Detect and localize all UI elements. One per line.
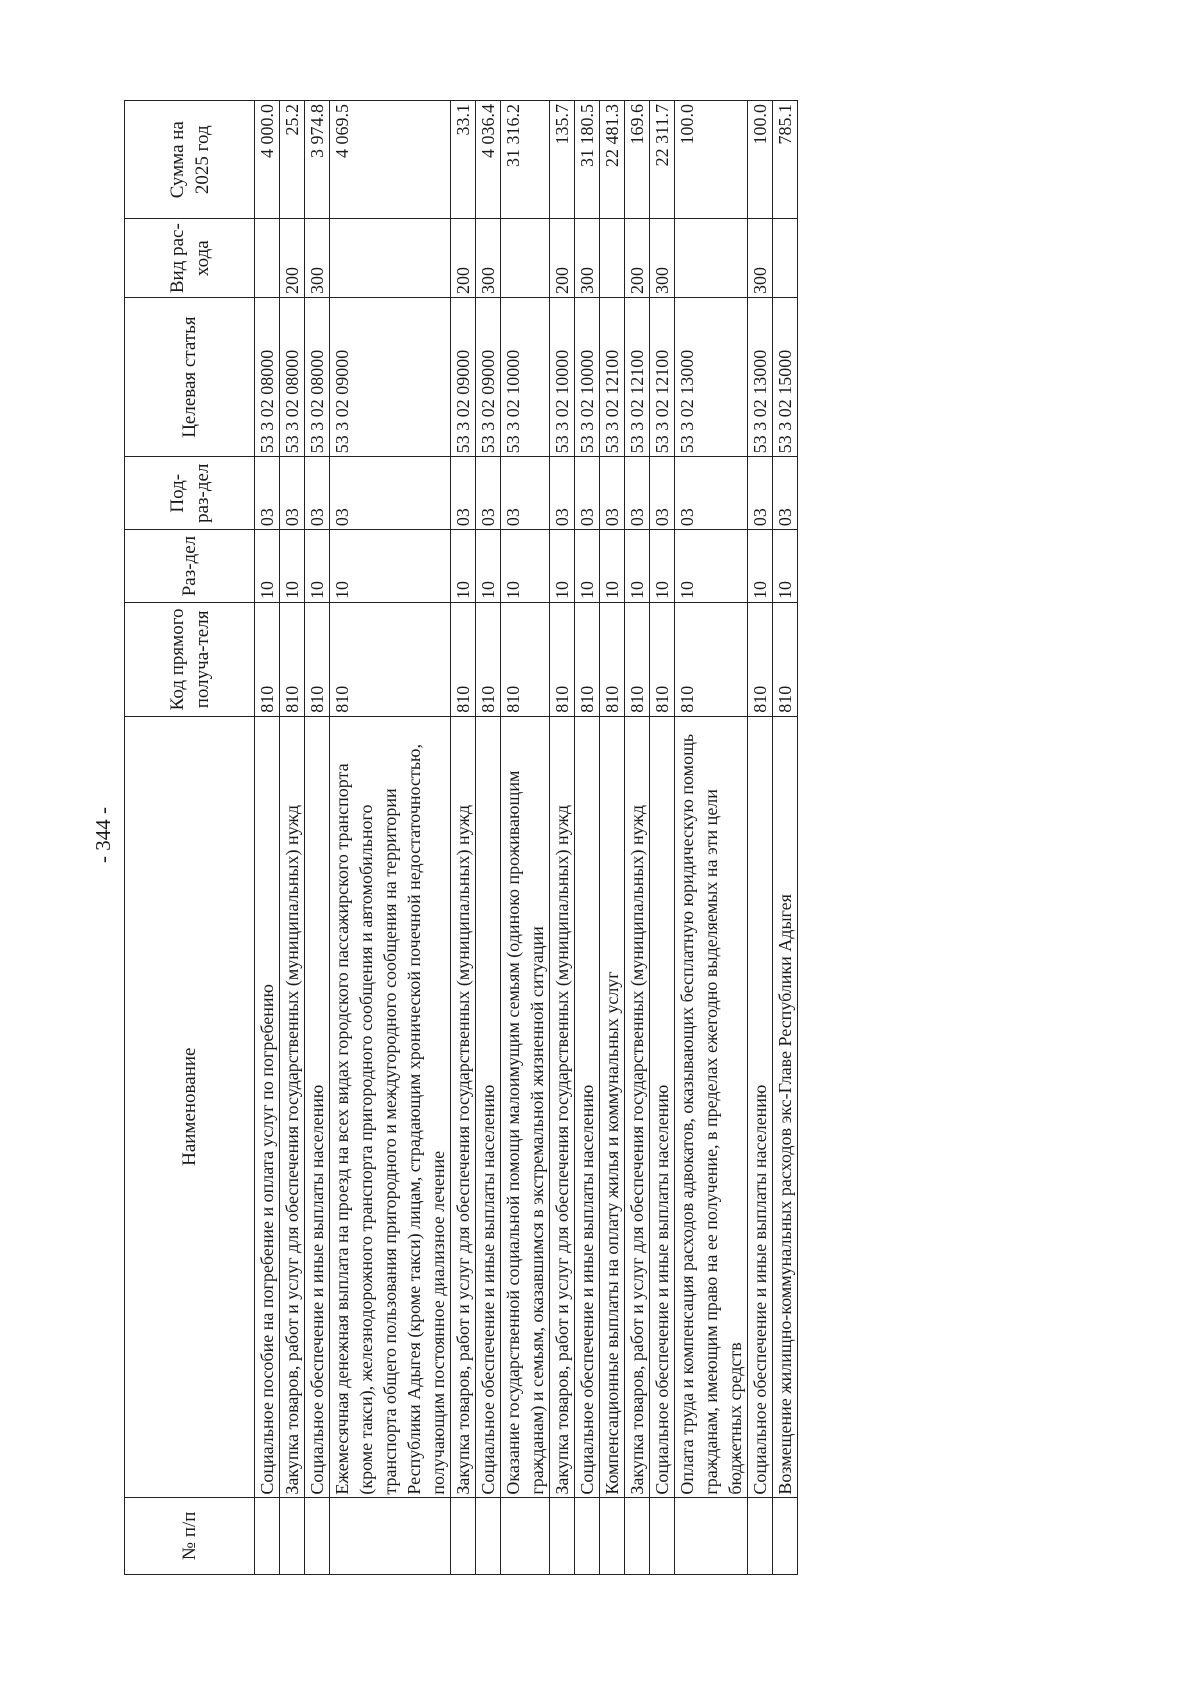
cell-razdel: 10 bbox=[748, 530, 773, 603]
cell-celevaya: 53 3 02 12100 bbox=[650, 297, 675, 456]
cell-kod: 810 bbox=[748, 602, 773, 716]
cell-razdel: 10 bbox=[305, 530, 330, 603]
cell-summa: 22 311.7 bbox=[650, 101, 675, 219]
cell-razdel: 10 bbox=[255, 530, 280, 603]
cell-vid: 200 bbox=[550, 219, 575, 298]
cell-razdel: 10 bbox=[550, 530, 575, 603]
cell-num bbox=[748, 1497, 773, 1574]
table-row bbox=[748, 101, 773, 1575]
cell-podrazdel: 03 bbox=[280, 457, 305, 530]
cell-celevaya: 53 3 02 08000 bbox=[305, 297, 330, 456]
header-razdel: Раз-дел bbox=[125, 530, 255, 603]
cell-name: Закупка товаров, работ и услуг для обеспечения государственных (муниципальных) нужд bbox=[451, 716, 476, 1497]
table-row bbox=[650, 101, 675, 1575]
cell-name: Социальное обеспечение и иные выплаты населению bbox=[650, 716, 675, 1497]
cell-podrazdel: 03 bbox=[650, 457, 675, 530]
cell-celevaya: 53 3 02 12100 bbox=[600, 297, 625, 456]
cell-celevaya: 53 3 02 13000 bbox=[748, 297, 773, 456]
cell-num bbox=[575, 1497, 600, 1574]
cell-podrazdel: 03 bbox=[476, 457, 501, 530]
cell-kod: 810 bbox=[600, 602, 625, 716]
cell-num bbox=[305, 1497, 330, 1574]
cell-summa: 135.7 bbox=[550, 101, 575, 219]
cell-vid: 300 bbox=[575, 219, 600, 298]
cell-razdel: 10 bbox=[675, 530, 748, 603]
cell-vid: 200 bbox=[280, 219, 305, 298]
cell-name: Закупка товаров, работ и услуг для обеспечения государственных (муниципальных) нужд bbox=[550, 716, 575, 1497]
cell-summa: 31 316.2 bbox=[501, 101, 550, 219]
table-row bbox=[330, 101, 451, 1575]
cell-celevaya: 53 3 02 08000 bbox=[280, 297, 305, 456]
table-row bbox=[625, 101, 650, 1575]
page-number: - 344 - bbox=[91, 807, 115, 863]
cell-podrazdel: 03 bbox=[625, 457, 650, 530]
cell-num bbox=[330, 1497, 451, 1574]
cell-celevaya: 53 3 02 15000 bbox=[773, 297, 798, 456]
cell-vid: 200 bbox=[625, 219, 650, 298]
cell-razdel: 10 bbox=[330, 530, 451, 603]
cell-name: Закупка товаров, работ и услуг для обеспечения государственных (муниципальных) нужд bbox=[280, 716, 305, 1497]
header-kod: Код прямого получа-теля bbox=[125, 602, 255, 716]
cell-kod: 810 bbox=[650, 602, 675, 716]
table-body bbox=[255, 101, 798, 1575]
cell-summa: 785.1 bbox=[773, 101, 798, 219]
table-row bbox=[255, 101, 280, 1575]
cell-num bbox=[451, 1497, 476, 1574]
cell-vid: 200 bbox=[451, 219, 476, 298]
table-row bbox=[476, 101, 501, 1575]
cell-celevaya: 53 3 02 08000 bbox=[255, 297, 280, 456]
cell-kod: 810 bbox=[280, 602, 305, 716]
cell-kod: 810 bbox=[501, 602, 550, 716]
cell-razdel: 10 bbox=[600, 530, 625, 603]
table-row bbox=[675, 101, 748, 1575]
cell-num bbox=[650, 1497, 675, 1574]
cell-podrazdel: 03 bbox=[501, 457, 550, 530]
table-row bbox=[550, 101, 575, 1575]
cell-vid bbox=[675, 219, 748, 298]
table-row bbox=[600, 101, 625, 1575]
cell-num bbox=[600, 1497, 625, 1574]
cell-summa: 22 481.3 bbox=[600, 101, 625, 219]
cell-name: Социальное обеспечение и иные выплаты населению bbox=[305, 716, 330, 1497]
cell-vid bbox=[255, 219, 280, 298]
cell-celevaya: 53 3 02 10000 bbox=[550, 297, 575, 456]
cell-razdel: 10 bbox=[625, 530, 650, 603]
cell-razdel: 10 bbox=[476, 530, 501, 603]
cell-podrazdel: 03 bbox=[330, 457, 451, 530]
cell-razdel: 10 bbox=[451, 530, 476, 603]
cell-kod: 810 bbox=[255, 602, 280, 716]
cell-summa: 169.6 bbox=[625, 101, 650, 219]
cell-summa: 100.0 bbox=[748, 101, 773, 219]
cell-num bbox=[255, 1497, 280, 1574]
cell-num bbox=[280, 1497, 305, 1574]
cell-name: Ежемесячная денежная выплата на проезд на всех видах городского пассажирского транспорта (кроме такси), железнодорожного транспорта пригородного сообщения и автомобильного транспорта общего пользования пригородного и междугородного сообщения на территории Республики Адыгея (кроме такси) лицам, страдающим хронической почечной недостаточностью, получающим постоянное диализное лечение bbox=[330, 716, 451, 1497]
cell-vid bbox=[600, 219, 625, 298]
cell-razdel: 10 bbox=[575, 530, 600, 603]
cell-num bbox=[501, 1497, 550, 1574]
cell-kod: 810 bbox=[575, 602, 600, 716]
cell-num bbox=[773, 1497, 798, 1574]
table-header-row bbox=[125, 101, 255, 1575]
cell-num bbox=[675, 1497, 748, 1574]
cell-podrazdel: 03 bbox=[451, 457, 476, 530]
table-row bbox=[575, 101, 600, 1575]
cell-razdel: 10 bbox=[650, 530, 675, 603]
cell-num bbox=[476, 1497, 501, 1574]
cell-vid bbox=[773, 219, 798, 298]
cell-celevaya: 53 3 02 09000 bbox=[476, 297, 501, 456]
cell-name: Возмещение жилищно-коммунальных расходов экс-Главе Республики Адыгея bbox=[773, 716, 798, 1497]
cell-vid bbox=[330, 219, 451, 298]
table-row bbox=[773, 101, 798, 1575]
cell-summa: 31 180.5 bbox=[575, 101, 600, 219]
table-row bbox=[501, 101, 550, 1575]
header-podrazdel: Под-раз-дел bbox=[125, 457, 255, 530]
cell-summa: 100.0 bbox=[675, 101, 748, 219]
cell-name: Оказание государственной социальной помощи малоимущим семьям (одиноко проживающим гражданам) и семьям, оказавшимся в экстремальной жизненной ситуации bbox=[501, 716, 550, 1497]
table-row bbox=[451, 101, 476, 1575]
cell-podrazdel: 03 bbox=[748, 457, 773, 530]
cell-kod: 810 bbox=[330, 602, 451, 716]
rotated-page bbox=[124, 100, 1094, 1575]
header-summa: Сумма на 2025 год bbox=[125, 101, 255, 219]
cell-summa: 33.1 bbox=[451, 101, 476, 219]
cell-razdel: 10 bbox=[280, 530, 305, 603]
cell-razdel: 10 bbox=[501, 530, 550, 603]
cell-celevaya: 53 3 02 13000 bbox=[675, 297, 748, 456]
cell-summa: 3 974.8 bbox=[305, 101, 330, 219]
cell-podrazdel: 03 bbox=[773, 457, 798, 530]
cell-kod: 810 bbox=[625, 602, 650, 716]
table-row bbox=[280, 101, 305, 1575]
cell-razdel: 10 bbox=[773, 530, 798, 603]
cell-vid: 300 bbox=[650, 219, 675, 298]
cell-celevaya: 53 3 02 09000 bbox=[330, 297, 451, 456]
cell-celevaya: 53 3 02 10000 bbox=[501, 297, 550, 456]
cell-kod: 810 bbox=[451, 602, 476, 716]
header-name: Наименование bbox=[125, 716, 255, 1497]
cell-name: Оплата труда и компенсация расходов адвокатов, оказывающих бесплатную юридическую помощь гражданам, имеющим право на ее получение, в пределах ежегодно выделяемых на эти цели бюджетных средств bbox=[675, 716, 748, 1497]
cell-name: Социальное обеспечение и иные выплаты населению bbox=[748, 716, 773, 1497]
cell-podrazdel: 03 bbox=[600, 457, 625, 530]
cell-name: Социальное обеспечение и иные выплаты населению bbox=[476, 716, 501, 1497]
cell-summa: 4 036.4 bbox=[476, 101, 501, 219]
cell-kod: 810 bbox=[550, 602, 575, 716]
cell-vid: 300 bbox=[748, 219, 773, 298]
cell-kod: 810 bbox=[773, 602, 798, 716]
cell-podrazdel: 03 bbox=[255, 457, 280, 530]
cell-summa: 4 069.5 bbox=[330, 101, 451, 219]
cell-summa: 25.2 bbox=[280, 101, 305, 219]
cell-podrazdel: 03 bbox=[675, 457, 748, 530]
cell-podrazdel: 03 bbox=[550, 457, 575, 530]
cell-name: Социальное пособие на погребение и оплата услуг по погребению bbox=[255, 716, 280, 1497]
header-num: № п/п bbox=[125, 1497, 255, 1574]
cell-celevaya: 53 3 02 09000 bbox=[451, 297, 476, 456]
header-vid: Вид рас-хода bbox=[125, 219, 255, 298]
cell-num bbox=[625, 1497, 650, 1574]
cell-summa: 4 000.0 bbox=[255, 101, 280, 219]
cell-kod: 810 bbox=[675, 602, 748, 716]
cell-num bbox=[550, 1497, 575, 1574]
cell-name: Закупка товаров, работ и услуг для обеспечения государственных (муниципальных) нужд bbox=[625, 716, 650, 1497]
cell-podrazdel: 03 bbox=[305, 457, 330, 530]
cell-name: Социальное обеспечение и иные выплаты населению bbox=[575, 716, 600, 1497]
cell-vid: 300 bbox=[305, 219, 330, 298]
table-row bbox=[305, 101, 330, 1575]
cell-celevaya: 53 3 02 10000 bbox=[575, 297, 600, 456]
cell-name: Компенсационные выплаты на оплату жилья и коммунальных услуг bbox=[600, 716, 625, 1497]
cell-vid bbox=[501, 219, 550, 298]
cell-celevaya: 53 3 02 12100 bbox=[625, 297, 650, 456]
budget-table bbox=[124, 100, 798, 1575]
header-celevaya: Целевая статья bbox=[125, 297, 255, 456]
cell-podrazdel: 03 bbox=[575, 457, 600, 530]
cell-vid: 300 bbox=[476, 219, 501, 298]
cell-kod: 810 bbox=[305, 602, 330, 716]
cell-kod: 810 bbox=[476, 602, 501, 716]
